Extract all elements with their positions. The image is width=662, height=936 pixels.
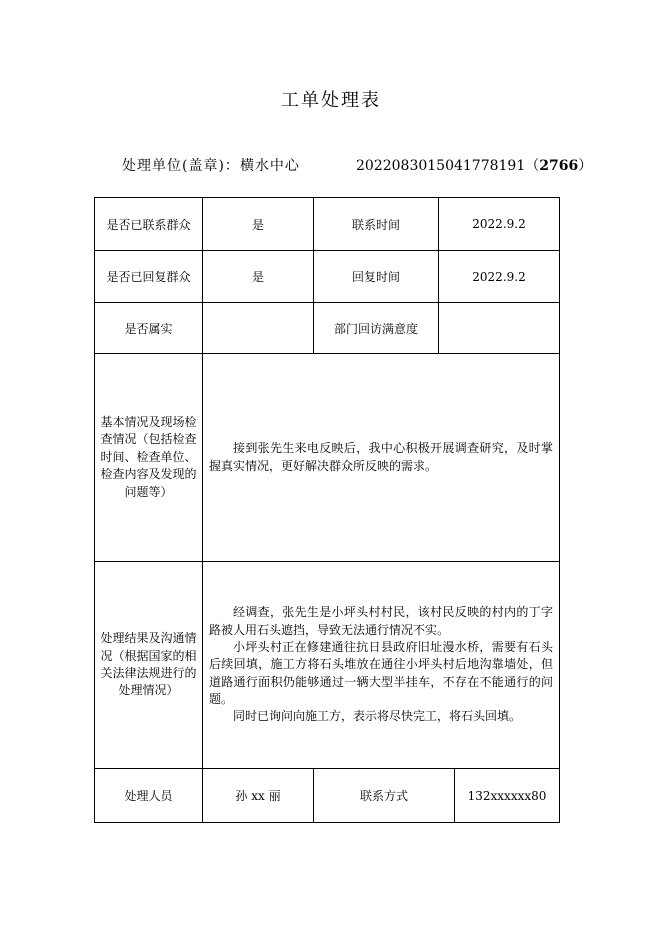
contacted-label: 是否已联系群众 bbox=[95, 198, 203, 251]
result-cell bbox=[203, 562, 560, 769]
verified-label: 是否属实 bbox=[95, 303, 203, 354]
contact-method-value: 132xxxxxx80 bbox=[455, 769, 560, 823]
reply-time-label: 回复时间 bbox=[314, 251, 439, 303]
reply-time-value: 2022.9.2 bbox=[439, 251, 560, 303]
result-paragraph: 小坪头村正在修建通往抗日县政府旧址漫水桥，需要有石头后续回填，施工方将石头堆放在通往小坪头村后地沟靠墙处，但道路通行面积仍能够通过一辆大型半挂车，不存在不能通行的问题。 bbox=[209, 639, 553, 707]
ticket-number bbox=[356, 155, 592, 175]
ticket-suffix-close: ） bbox=[578, 158, 593, 174]
table-row bbox=[95, 251, 560, 303]
handler-label: 处理人员 bbox=[95, 769, 203, 823]
handler-value: 孙 xx 丽 bbox=[203, 769, 314, 823]
basic-situation-text: 接到张先生来电反映后，我中心积极开展调查研究，及时掌握真实情况，更好解决群众所反映的需求。 bbox=[209, 441, 553, 473]
ticket-suffix-open: （ bbox=[525, 158, 540, 174]
unit-value: 横水中心 bbox=[239, 158, 300, 174]
result-label: 处理结果及沟通情况（根据国家的相关法律法规进行的处理情况） bbox=[95, 562, 203, 769]
replied-label: 是否已回复群众 bbox=[95, 251, 203, 303]
result-paragraph: 同时已询问向施工方，表示将尽快完工，将石头回填。 bbox=[233, 709, 522, 724]
unit-label: 处理单位(盖章)： bbox=[122, 158, 240, 174]
table-row bbox=[95, 303, 560, 354]
basic-situation-cell bbox=[203, 354, 560, 562]
table-row bbox=[95, 198, 560, 251]
satisfaction-value bbox=[439, 303, 560, 354]
satisfaction-label: 部门回访满意度 bbox=[314, 303, 439, 354]
basic-situation-label: 基本情况及现场检查情况（包括检查时间、检查单位、检查内容及发现的问题等） bbox=[95, 354, 203, 562]
table-row bbox=[95, 562, 560, 769]
replied-value: 是 bbox=[203, 251, 314, 303]
verified-value bbox=[203, 303, 314, 354]
contacted-value: 是 bbox=[203, 198, 314, 251]
ticket-number-value: 202208301504177819​1 bbox=[356, 158, 526, 174]
table-row bbox=[95, 354, 560, 562]
form-title: 工单处理表 bbox=[281, 90, 381, 111]
ticket-suffix-number: 2766 bbox=[539, 158, 579, 174]
processing-unit bbox=[122, 155, 300, 175]
table-row bbox=[95, 769, 560, 823]
contact-method-label: 联系方式 bbox=[314, 769, 455, 823]
contact-time-label: 联系时间 bbox=[314, 198, 439, 251]
result-paragraph: 经调查，张先生是小坪头村村民，该村民反映的村内的丁字路被人用石头遮挡，导致无法通行情况不实。 bbox=[209, 605, 553, 637]
work-order-table bbox=[94, 197, 560, 823]
contact-time-value: 2022.9.2 bbox=[439, 198, 560, 251]
